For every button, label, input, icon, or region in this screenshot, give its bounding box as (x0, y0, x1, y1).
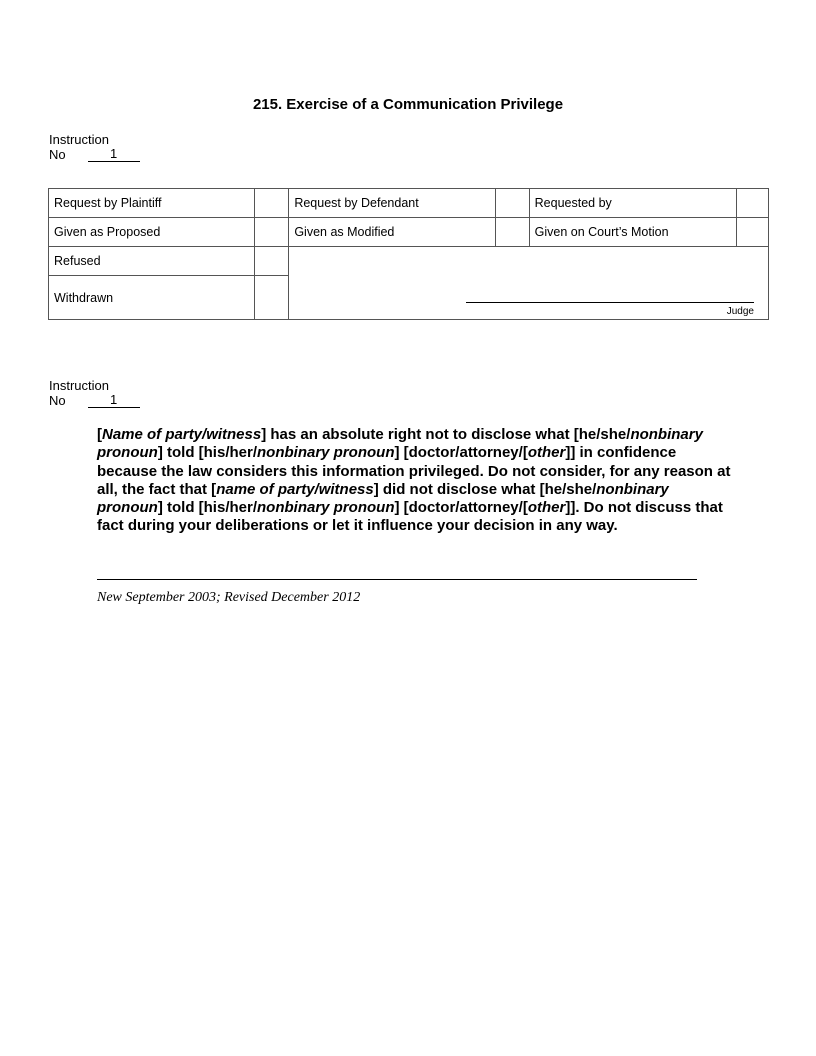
placeholder-italic: Name of party/witness (102, 426, 262, 443)
request-disposition-table (48, 188, 769, 320)
instruction-label: Instruction (49, 378, 109, 393)
judge-signature-area (289, 247, 769, 320)
refused-label: Refused (49, 247, 255, 276)
given-as-modified-label: Given as Modified (289, 218, 495, 247)
text-segment: ] [doctor/attorney/[ (394, 444, 528, 462)
placeholder-italic: other (527, 499, 566, 517)
placeholder-italic: name of party/witness (216, 480, 374, 498)
instruction-label: Instruction (49, 132, 109, 147)
revision-history: New September 2003; Revised December 2012 (97, 590, 361, 605)
instruction-number-block-bottom (49, 378, 140, 408)
placeholder-italic: nonbinary pronoun (257, 499, 395, 517)
given-as-proposed-checkbox[interactable] (255, 218, 289, 247)
given-on-courts-motion-checkbox[interactable] (736, 218, 768, 247)
instruction-number-field[interactable]: 1 (88, 393, 140, 408)
given-as-proposed-label: Given as Proposed (49, 218, 255, 247)
placeholder-italic: nonbinary pronoun (257, 444, 395, 462)
text-segment: ] told [his/her/ (157, 499, 257, 517)
no-label: No (49, 147, 66, 162)
refused-checkbox[interactable] (255, 247, 289, 276)
request-by-defendant-label: Request by Defendant (289, 189, 495, 218)
given-as-modified-checkbox[interactable] (495, 218, 529, 247)
placeholder-italic: other (527, 444, 566, 462)
placeholder-italic: nonbinary pronoun (97, 426, 703, 462)
page-title: 215. Exercise of a Communication Privilege (252, 96, 564, 113)
judge-signature-line[interactable] (466, 302, 754, 303)
text-segment: ]]. Do not discuss that fact during your deliberations or let it influence your decision in any way. (97, 499, 723, 535)
text-segment: ] told [his/her/ (157, 444, 257, 462)
text-segment: ] [doctor/attorney/[ (394, 499, 528, 517)
instruction-number-field[interactable]: 1 (88, 147, 140, 162)
placeholder-italic: nonbinary pronoun (97, 480, 669, 517)
text-segment: ]] in confidence because the law considers this information privileged. Do not consider, for any reason at all, the fact that [ (97, 444, 731, 498)
divider (97, 579, 697, 580)
request-by-defendant-checkbox[interactable] (495, 189, 529, 218)
withdrawn-label: Withdrawn (49, 276, 255, 320)
request-by-plaintiff-checkbox[interactable] (255, 189, 289, 218)
request-by-plaintiff-label: Request by Plaintiff (49, 189, 255, 218)
withdrawn-checkbox[interactable] (255, 276, 289, 320)
no-label: No (49, 393, 66, 408)
given-on-courts-motion-label: Given on Court’s Motion (529, 218, 736, 247)
judge-label: Judge (726, 306, 754, 317)
instruction-text (97, 426, 737, 536)
text-segment: ] has an absolute right not to disclose what [he/she/ (261, 426, 631, 443)
text-segment: ] did not disclose what [he/she/ (373, 480, 597, 498)
requested-by-checkbox[interactable] (736, 189, 768, 218)
instruction-number-block-top (49, 132, 140, 162)
text-segment: [ (97, 426, 102, 443)
requested-by-label: Requested by (529, 189, 736, 218)
